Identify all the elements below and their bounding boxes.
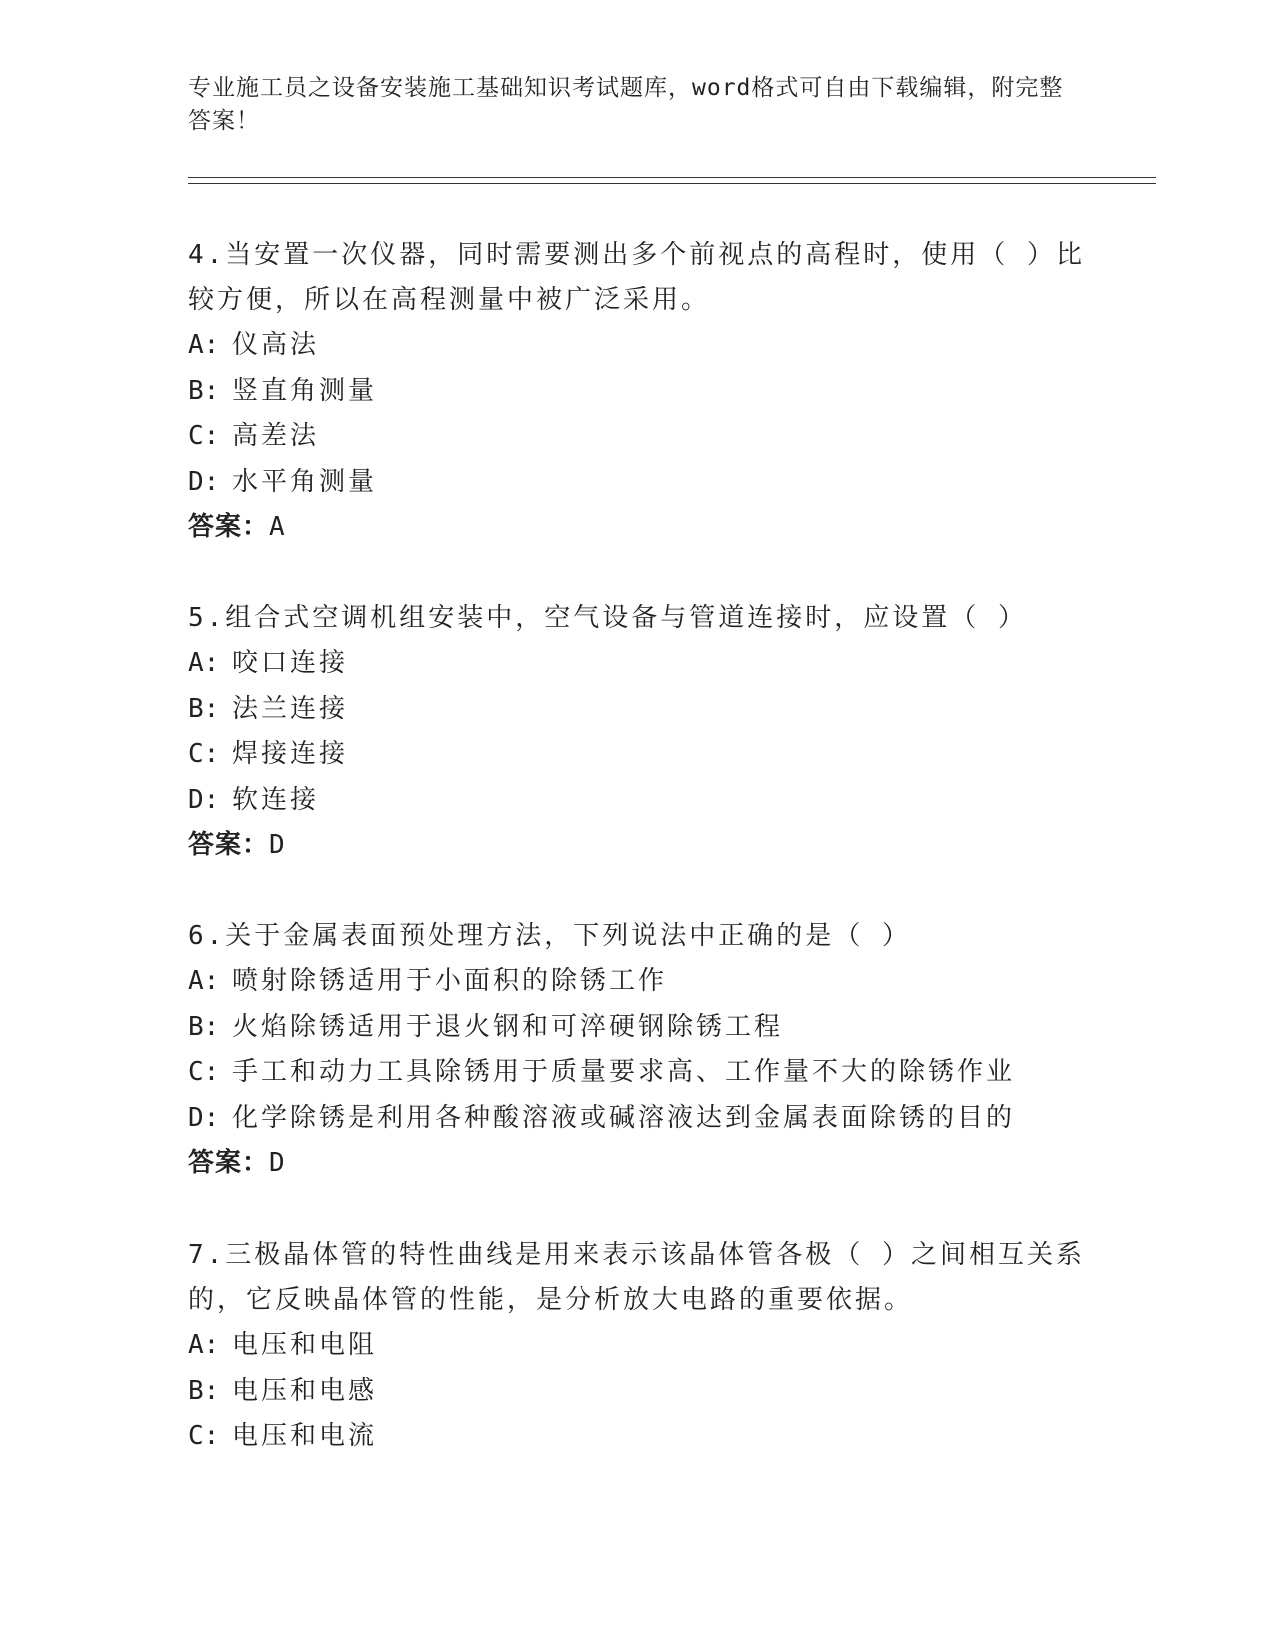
option-letter: A: bbox=[188, 648, 220, 678]
option-text: 竖直角测量 bbox=[232, 375, 378, 406]
option-text: 咬口连接 bbox=[232, 648, 349, 678]
option-c bbox=[188, 1414, 1088, 1460]
option-text: 焊接连接 bbox=[232, 739, 349, 769]
answer-line bbox=[188, 505, 1088, 551]
option-a bbox=[188, 323, 1088, 369]
answer-value: D bbox=[269, 1148, 286, 1178]
option-letter: A: bbox=[188, 966, 220, 996]
option-text: 高差法 bbox=[232, 421, 320, 451]
question-stem: 5.组合式空调机组安装中，空气设备与管道连接时，应设置（ ） bbox=[188, 603, 1027, 633]
option-letter: A: bbox=[188, 1330, 220, 1360]
answer-value: A bbox=[269, 512, 286, 542]
option-text: 化学除锈是利用各种酸溶液或碱溶液达到金属表面除锈的目的 bbox=[232, 1102, 1016, 1133]
option-letter: C: bbox=[188, 739, 220, 769]
option-letter: D: bbox=[188, 1102, 220, 1133]
question-stem: 4.当安置一次仪器，同时需要测出多个前视点的高程时，使用（ ）比较方便，所以在高程测量中被广泛采用。 bbox=[188, 240, 1085, 315]
answer-line bbox=[188, 1141, 1088, 1187]
question-5 bbox=[188, 596, 1088, 869]
option-b bbox=[188, 369, 1088, 415]
question-stem: 7.三极晶体管的特性曲线是用来表示该晶体管各极（ ）之间相互关系的，它反映晶体管的性能，是分析放大电路的重要依据。 bbox=[188, 1240, 1085, 1315]
option-letter: B: bbox=[188, 693, 220, 724]
option-letter: C: bbox=[188, 421, 220, 451]
option-b bbox=[188, 1005, 1088, 1051]
option-text: 电压和电流 bbox=[232, 1421, 378, 1451]
option-letter: D: bbox=[188, 784, 220, 815]
option-a bbox=[188, 641, 1088, 687]
option-d bbox=[188, 778, 1088, 824]
option-letter: D: bbox=[188, 466, 220, 497]
document-header: 专业施工员之设备安装施工基础知识考试题库，word格式可自由下载编辑，附完整答案！ bbox=[188, 75, 1064, 134]
option-c bbox=[188, 1050, 1088, 1096]
option-letter: C: bbox=[188, 1057, 220, 1087]
question-stem: 6.关于金属表面预处理方法，下列说法中正确的是（ ） bbox=[188, 921, 911, 951]
option-text: 手工和动力工具除锈用于质量要求高、工作量不大的除锈作业 bbox=[232, 1057, 1016, 1087]
option-text: 仪高法 bbox=[232, 330, 320, 360]
answer-label: 答案： bbox=[188, 512, 270, 542]
option-letter: A: bbox=[188, 330, 220, 360]
header-divider-top bbox=[188, 177, 1156, 178]
option-text: 火焰除锈适用于退火钢和可淬硬钢除锈工程 bbox=[232, 1011, 784, 1042]
option-letter: B: bbox=[188, 375, 220, 406]
option-c bbox=[188, 732, 1088, 778]
option-c bbox=[188, 414, 1088, 460]
option-d bbox=[188, 1096, 1088, 1142]
option-b bbox=[188, 1369, 1088, 1415]
option-letter: B: bbox=[188, 1375, 220, 1406]
question-6 bbox=[188, 914, 1088, 1187]
option-text: 水平角测量 bbox=[232, 466, 378, 497]
option-d bbox=[188, 460, 1088, 506]
option-text: 电压和电阻 bbox=[232, 1330, 378, 1360]
option-letter: B: bbox=[188, 1011, 220, 1042]
question-4 bbox=[188, 233, 1088, 551]
option-text: 电压和电感 bbox=[232, 1375, 378, 1406]
answer-label: 答案： bbox=[188, 1148, 270, 1178]
option-text: 法兰连接 bbox=[232, 693, 349, 724]
header-divider-bottom bbox=[188, 183, 1156, 184]
question-7 bbox=[188, 1233, 1088, 1460]
option-text: 软连接 bbox=[232, 784, 320, 815]
option-text: 喷射除锈适用于小面积的除锈工作 bbox=[232, 966, 668, 996]
answer-line bbox=[188, 823, 1088, 869]
option-letter: C: bbox=[188, 1421, 220, 1451]
answer-label: 答案： bbox=[188, 830, 270, 860]
option-a bbox=[188, 1323, 1088, 1369]
answer-value: D bbox=[269, 830, 286, 860]
option-b bbox=[188, 687, 1088, 733]
option-a bbox=[188, 959, 1088, 1005]
